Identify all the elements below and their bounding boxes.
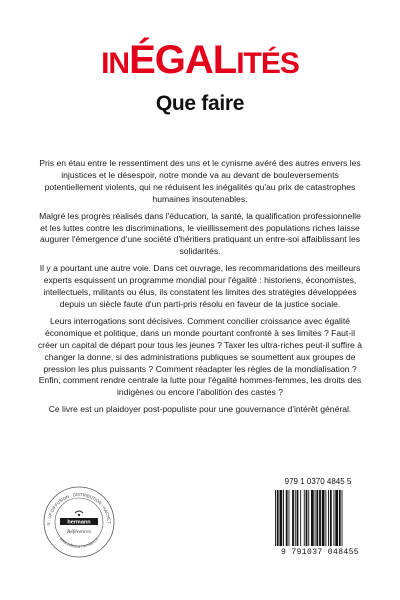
barcode-bar (328, 490, 329, 546)
barcode-bar (311, 490, 314, 546)
barcode-bar (315, 490, 316, 546)
isbn-number: 979 1 0370 4845 5 (284, 477, 352, 486)
barcode-bar (280, 490, 283, 546)
barcode-bar (306, 490, 308, 546)
barcode-bar (292, 490, 294, 546)
seal-website-text: www.editions-hermann.fr (58, 536, 100, 549)
barcode-bar (316, 490, 318, 546)
barcode-bar (325, 490, 326, 546)
barcode-bar (304, 490, 305, 546)
barcode-bar (286, 490, 288, 546)
barcode-bar (297, 490, 299, 546)
book-title (0, 40, 400, 80)
title-part-2: ÉGAL (129, 38, 237, 82)
paragraph: Il y a pourtant une autre voie. Dans cet ouvrage, les recommandations des meilleurs experts esquissent un programme mondial pour l'égalité : historiens, économistes, intellectuels, militants ou élus, ils constatent les limites des stratégies développées depuis un siècle faute d'un parti-pris résolu en faveur de la justice sociale. (39, 263, 361, 309)
barcode-bar (322, 490, 325, 546)
barcode-bar (289, 490, 290, 546)
seal-collection: Références (67, 529, 91, 535)
barcode-bar (319, 490, 321, 546)
publisher-seal-graphic (42, 485, 116, 559)
paragraph: Ce livre est un plaidoyer post-populiste pour une gouvernance d'intérêt général. (48, 404, 352, 415)
paragraph: Malgré les progrès réalisés dans l'éducation, la santé, la qualification professionnelle et les luttes contre les discriminations, le vieillissement des populations riches laisse augurer l'émergence d'une société d'héritiers pratiquant un entre-soi affaiblissant les solidarités. (39, 210, 361, 257)
barcode-bar (295, 490, 296, 546)
barcode-icon (274, 490, 368, 546)
back-cover-text (36, 158, 364, 421)
title-part-1: IN (101, 47, 130, 80)
paragraph: Pris en étau entre le ressentiment des uns et le cynisme avéré des autres envers les injustices et le désespoir, notre monde va au devant de bouleversements potentiellement violents, qui ne réduisent les inégalités qu'au prix de catastrophes humaines insoutenables. (39, 158, 361, 204)
barcode-bar (330, 490, 332, 546)
title-part-3: ITÉS (236, 47, 299, 80)
book-subtitle: Que faire (155, 92, 245, 115)
barcode-digits: 9 791037 048455 (280, 548, 359, 557)
barcode-bar (300, 490, 301, 546)
barcode-bar (275, 490, 276, 546)
seal-ring-text: N : UP DIFFUSION · DISTRIBUTION : HACHET (45, 491, 112, 526)
barcode-bar (339, 490, 341, 546)
barcode-bar (335, 490, 338, 546)
paragraph: Leurs interrogations sont décisives. Comment concilier croissance avec égalité économique et politique, dans un monde pourtant confronté à ses limites ? Faut-il créer un capital de départ pour tous les jeunes ? Taxer les ultra-riches peut-il suffire à changer la donne, si des administrations publiques se soumettent aux groupes de pression les plus puissants ? Comment réadapter les règles de la mondialisation ? Enfin, comment rendre centrale la lutte pour l'égalité hommes-femmes, les droits des indigènes ou encore l'abolition des castes ? (37, 315, 363, 398)
hermann-logo-icon (75, 511, 83, 516)
barcode-bar (334, 490, 335, 546)
barcode-bar (277, 490, 279, 546)
publisher-seal (42, 485, 116, 559)
seal-brand: hermann (67, 519, 91, 526)
barcode-bar (342, 490, 343, 546)
barcode-bar (283, 490, 284, 546)
barcode-bar (308, 490, 309, 546)
